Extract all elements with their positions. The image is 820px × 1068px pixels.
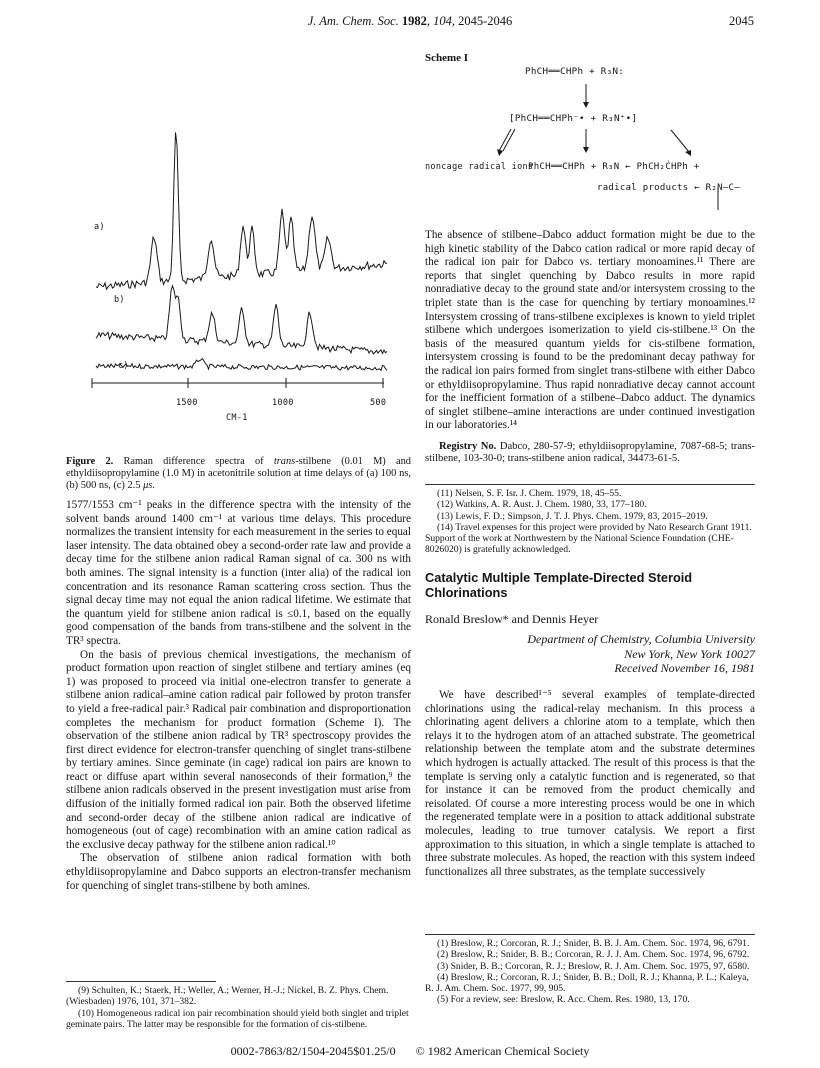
received-date: Received November 16, 1981: [614, 661, 755, 675]
scheme-noncage-label: noncage radical ions: [425, 162, 534, 172]
footnote: (2) Breslow, R.; Snider, B. B.; Corcoran, R. J. J. Am. Chem. Soc. 1974, 96, 6792.: [437, 949, 750, 961]
article-affiliation: [425, 632, 755, 676]
scheme-1: [425, 52, 755, 222]
page-footer: [0, 1044, 820, 1059]
trace-label-b: b): [114, 295, 125, 305]
running-header: J. Am. Chem. Soc. 1982, 104, 2045-2046: [307, 14, 513, 28]
paragraph: 1577/1553 cm⁻¹ peaks in the difference spectra with the intensity of the solvent bands around 1400 cm⁻¹ at various time delays. This procedure normalizes the transient intensity for each measurement in the series to equal laser intensity. The data obtained obey a second-order rate law and provide a decay time for the stilbene anion radical Raman signal of ca. 300 ns with both amines. The signal intensity is a function (inter alia) of the radical ion concentration and its resonance Raman scattering cross section. Thus the signal decay time may not equal the anion radical lifetime. We estimate that the quantum yield for stilbene anion radical is ≤0.1, based on the equally good compensation of the bands from trans-stilbene and the solvent in the TR³ spectra.: [66, 499, 411, 647]
journal-name: J. Am. Chem. Soc.: [307, 14, 399, 28]
paragraph: We have described¹⁻⁵ several examples of template-directed chlorinations using the radical-relay mechanism. In this process a chlorinating agent delivers a chlorine atom to a template, which then relays it to the hydrogen atom of an attached substrate. The geometrical relationship between the template atom and the substrate determines which hydrogen is actually attacked. The result of this process is that the template is serving only a catalytic function and is regenerated, so that for instance it can be removed from the product chemically and reisolated. Of course a more interesting process would be one in which the regenerated template were in a position to attack additional substrate molecules, leading to true turnover catalysis. We report a first approximation to this situation, in which a single template is attached to three substrate molecules. As hoped, the reaction with this system indeed functionalizes all three substrates, as the template successively: [425, 689, 755, 878]
footnote: (4) Breslow, R.; Corcoran, R. J.; Snider, B. B.; Doll, R. J.; Khanna, P. L.; Kaleya, R. J. Am. Chem. Soc. 1977, 99, 905.: [425, 971, 749, 995]
right-column-text: [425, 229, 755, 466]
tick-label-1000: 1000: [272, 398, 294, 408]
spectrum-trace-c: [96, 359, 387, 371]
trace-label-c: c): [118, 361, 129, 371]
article-footnotes: [425, 938, 755, 1006]
footnote-rule: [425, 934, 755, 935]
journal-year: 1982: [401, 14, 427, 28]
journal-volume: 104: [433, 14, 452, 28]
footnote: (5) For a review, see: Breslow, R. Acc. Chem. Res. 1980, 13, 170.: [437, 994, 690, 1006]
affiliation-dept: Department of Chemistry, Columbia University: [527, 632, 755, 646]
trace-label-a: a): [94, 222, 105, 232]
tick-label-1500: 1500: [176, 398, 198, 408]
spectrum-trace-a: [96, 132, 387, 289]
scheme-radical-products: radical products ← R₂N—C—: [597, 183, 740, 193]
affiliation-city: New York, New York 10027: [624, 646, 755, 661]
registry-numbers: Registry No. Dabco, 280-57-9; ethyldiisopropylamine, 7087-68-5; trans-stilbene, 103-30-0; trans-stilbene anion radical, 34473-61-5.: [425, 440, 755, 465]
footer-copyright: © 1982 American Chemical Society: [415, 1044, 590, 1058]
spectrum-trace-b: [96, 286, 387, 354]
tick-label-500: 500: [370, 398, 387, 408]
figure-caption-label: Figure 2.: [66, 456, 114, 467]
left-column-text: [66, 499, 411, 893]
scheme-products: PhCH══CHPh + R₃N ← PhCH₂ĊHPh +: [528, 162, 700, 172]
paragraph: The observation of stilbene anion radical formation with both ethyldiisopropylamine and Dabco supports an electron-transfer mechanism for quenching of singlet trans-stilbene by both amines.: [66, 852, 411, 892]
figure-caption: Figure 2. Raman difference spectra of trans-stilbene (0.01 M) and ethyldiisopropylamine (1.0 M) in acetonitrile solution at time delays of (a) 100 ns, (b) 500 ns, (c) 2.5 μs.: [66, 456, 411, 491]
footnote: (14) Travel expenses for this project were provided by Nato Research Grant 1911. Support of the work at Northwestern by the National Science Foundation (CHE-8026020) is gratefully acknowledged.: [425, 521, 752, 556]
footnote: (10) Homogeneous radical ion pair recombination should yield both singlet and triplet geminate pairs. The latter may be responsible for the formation of cis-stilbene.: [66, 1007, 409, 1030]
article-title: Catalytic Multiple Template-Directed Steroid Chlorinations: [425, 570, 693, 600]
left-footnotes: [66, 985, 411, 1030]
raman-spectra-plot: [66, 52, 411, 452]
article-authors: Ronald Breslow* and Dennis Heyer: [425, 612, 599, 626]
footnote: (13) Lewis, F. D.; Simpson, J. T. J. Phys. Chem. 1979, 83, 2015–2019.: [437, 510, 708, 522]
scheme-reactants: PhCH══CHPh + R₃N:: [525, 66, 625, 77]
scheme-arrows: [425, 52, 755, 222]
right-footnotes: [425, 488, 755, 556]
paragraph: On the basis of previous chemical investigations, the mechanism of product formation upon reaction of singlet stilbene and tertiary amines (eq 1) was proposed to proceed via initial one-electron transfer to generate a stilbene anion radical–amine cation radical pair followed by proton transfer to yield a free-radical pair.³ Radical pair combination and disproportionation completes the mechanism for product formation (Scheme I). The observation of the stilbene anion radical by TR³ spectroscopy provides the first direct evidence for electron-transfer quenching of singlet trans-stilbene by tertiary amines. Since geminate (in cage) radical ion pairs are known to react or diffuse apart within several nanoseconds of their formation,⁹ the stilbene anion radicals observed in the present investigation must arise from diffusion of the initially formed radical ion pair. Both the observed lifetime and second-order decay of the stilbene anion radical are indicative of homogeneous (out of cage) recombination with an amine cation radical as the exclusive decay pathway for the stilbene anion radical.¹⁰: [66, 648, 411, 851]
article-body: [425, 689, 755, 879]
axis-unit-label: CM-1: [226, 413, 248, 423]
footnote: (12) Watkins, A. R. Aust. J. Chem. 1980, 33, 177–180.: [437, 499, 647, 511]
footnote: (11) Nelsen, S. F. Isr. J. Chem. 1979, 18, 45–55.: [437, 488, 622, 499]
footnote: (3) Snider, B. B.; Corcoran, R. J.; Breslow, R. J. Am. Chem. Soc. 1975, 97, 6580.: [437, 960, 750, 972]
scheme-ion-pair: [PhCH══CHPh⁻• + R₃N⁺•]: [509, 113, 638, 124]
footer-code: 0002-7863/82/1504-2045$01.25/0: [230, 1044, 396, 1058]
footnote: (1) Breslow, R.; Corcoran, R. J.; Snider, B. B. J. Am. Chem. Soc. 1974, 96, 6791.: [437, 938, 750, 949]
page-number: 2045: [729, 14, 754, 28]
journal-pages: 2045-2046: [458, 14, 513, 28]
footnote-rule: [66, 981, 216, 982]
paragraph: The absence of stilbene–Dabco adduct formation might be due to the high kinetic stability of the Dabco cation radical or more rapid decay of the radical ion pair for Dabco vs. tertiary monoamines.¹¹ There are reports that singlet quenching by Dabco results in more rapid nonradiative decay to the ground state and/or intersystem crossing to the triplet state than is the case for quenching by tertiary monoamines.¹² Intersystem crossing of trans-stilbene exciplexes is known to yield triplet stilbene which undergoes isomerization to yield cis-stilbene.¹³ On the basis of the measured quantum yields for cis-stilbene formation, intersystem crossing is found to be the predominant decay pathway for the radical ion pairs formed from singlet trans-stilbene with either Dabco or ethyldiisopropylamine. Thus rapid nonradiative decay cannot account for the inefficient formation of a stilbene–Dabco adduct. The dynamics of singlet stilbene–amine interactions are under continued investigation in our laboratories.¹⁴: [425, 229, 755, 432]
raman-figure: [66, 52, 411, 452]
scheme-title: Scheme I: [425, 52, 469, 64]
footnote: (9) Schulten, K.; Staerk, H.; Weller, A.; Werner, H.-J.; Nickel, B. Z. Phys. Chem. (Wiesbaden) 1976, 101, 371–382.: [66, 985, 389, 1008]
footnote-rule: [425, 484, 755, 485]
